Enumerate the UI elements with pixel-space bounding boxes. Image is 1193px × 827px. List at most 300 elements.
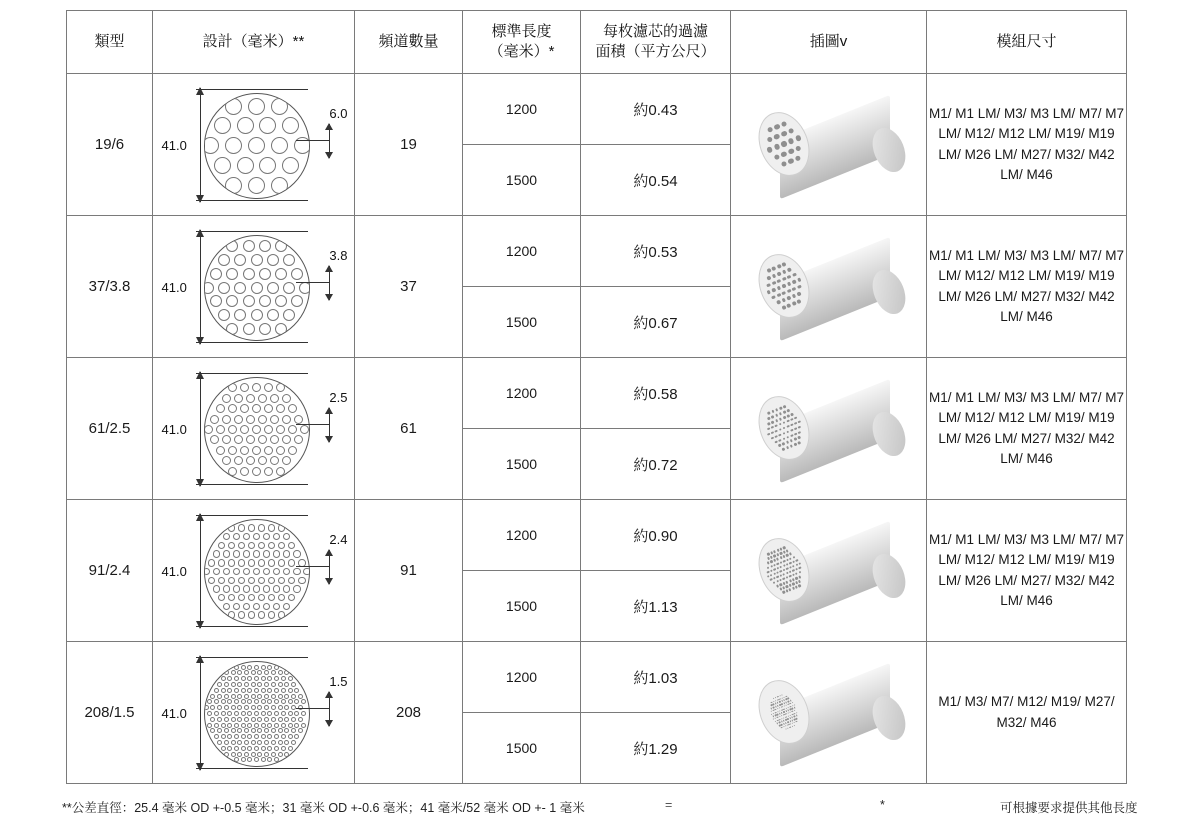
- channel-hole-small: [766, 561, 769, 564]
- channel-hole: [234, 394, 243, 403]
- dimension-top-line: [196, 657, 308, 658]
- cell-area: 約0.54: [581, 145, 731, 216]
- channel-hole: [274, 723, 279, 728]
- cell-length: 1200: [463, 216, 581, 287]
- channel-hole-small: [778, 697, 780, 699]
- channel-hole-small: [772, 572, 775, 575]
- channel-hole: [214, 157, 231, 174]
- channel-hole: [224, 717, 229, 722]
- channel-hole-small: [787, 697, 789, 699]
- diameter-arrow: [200, 88, 201, 202]
- channel-hole-small: [786, 302, 791, 307]
- channel-hole: [298, 717, 303, 722]
- channel-hole-small: [785, 589, 788, 592]
- channel-hole: [291, 268, 303, 280]
- channel-hole: [264, 425, 273, 434]
- channel-hole: [271, 98, 288, 115]
- channel-hole: [268, 542, 276, 550]
- channel-hole-small: [766, 275, 771, 280]
- channel-hole: [248, 577, 256, 585]
- channel-hole: [227, 699, 232, 704]
- channel-hole-small: [780, 726, 782, 728]
- channel-hole-small: [789, 423, 793, 427]
- channel-hole-small: [779, 569, 782, 572]
- channel-hole-small: [793, 432, 797, 436]
- channel-hole-small: [781, 297, 786, 302]
- channel-hole-small: [789, 412, 793, 416]
- channel-hole-small: [776, 562, 779, 565]
- channel-hole-small: [778, 438, 782, 442]
- channel-hole: [252, 404, 261, 413]
- channel-hole: [224, 740, 229, 745]
- channel-hole-small: [786, 408, 790, 412]
- channel-hole-small: [774, 407, 778, 411]
- cell-area: 約1.03: [581, 642, 731, 713]
- channel-hole: [291, 740, 296, 745]
- channel-hole: [294, 699, 299, 704]
- channel-hole: [241, 723, 246, 728]
- channel-hole: [207, 699, 212, 704]
- channel-hole: [257, 670, 262, 675]
- cell-module-size: M1/ M3/ M7/ M12/ M19/ M27/ M32/ M46: [927, 642, 1127, 784]
- channel-hole: [274, 688, 279, 693]
- channel-hole: [234, 688, 239, 693]
- channel-hole: [278, 670, 283, 675]
- channel-hole: [214, 723, 219, 728]
- channel-hole: [271, 670, 276, 675]
- channel-hole: [261, 688, 266, 693]
- channel-hole-small: [774, 413, 778, 417]
- channel-hole-small: [774, 434, 778, 438]
- channel-hole: [278, 682, 283, 687]
- channel-hole: [226, 323, 238, 335]
- channel-hole: [284, 682, 289, 687]
- channel-hole-small: [798, 562, 801, 565]
- channel-hole-small: [772, 706, 774, 708]
- channel-hole-small: [794, 134, 801, 141]
- channel-hole-small: [789, 428, 793, 432]
- channel-hole: [283, 603, 291, 611]
- cell-module-size: M1/ M1 LM/ M3/ M3 LM/ M7/ M7 LM/ M12/ M12 LM/ M19/ M19 LM/ M26 LM/ M27/ M32/ M42 LM/ M46: [927, 358, 1127, 500]
- channel-hole-small: [774, 439, 778, 443]
- channel-hole: [204, 705, 209, 710]
- channel-hole: [222, 456, 231, 465]
- diameter-arrow: [200, 372, 201, 486]
- channel-hole: [258, 611, 266, 619]
- cell-length: 1500: [463, 429, 581, 500]
- channel-hole-small: [770, 704, 772, 706]
- channel-hole-small: [780, 150, 787, 157]
- channel-hole: [299, 282, 310, 294]
- channel-hole: [288, 425, 297, 434]
- channel-hole: [264, 404, 273, 413]
- channel-hole-small: [786, 281, 791, 286]
- channel-hole-small: [782, 404, 786, 408]
- channel-hole: [231, 728, 236, 733]
- cross-section-diagram: [156, 512, 352, 630]
- channel-hole-small: [782, 431, 786, 435]
- channel-hole: [228, 559, 236, 567]
- diameter-label: 41.0: [161, 563, 187, 579]
- channel-hole-small: [785, 435, 789, 439]
- channel-hole: [247, 746, 252, 751]
- channel-hole: [284, 717, 289, 722]
- channel-hole: [244, 705, 249, 710]
- channel-hole-small: [766, 570, 769, 573]
- channel-size-label: 1.5: [329, 673, 348, 689]
- cell-module-size: M1/ M1 LM/ M3/ M3 LM/ M7/ M7 LM/ M12/ M12 LM/ M19/ M19 LM/ M26 LM/ M27/ M32/ M42 LM/ M46: [927, 74, 1127, 216]
- channel-hole-small: [766, 565, 769, 568]
- channel-hole: [248, 559, 256, 567]
- channel-hole: [276, 467, 285, 476]
- channel-hole-small: [793, 709, 795, 711]
- channel-hole-small: [798, 575, 801, 578]
- channel-hole: [258, 542, 266, 550]
- channel-hole-small: [788, 574, 791, 577]
- channel-hole: [214, 688, 219, 693]
- channel-hole: [217, 728, 222, 733]
- channel-hole: [274, 734, 279, 739]
- channel-hole-small: [788, 552, 791, 555]
- channel-hole: [252, 383, 261, 392]
- channel-hole: [246, 435, 255, 444]
- channel-hole: [258, 415, 267, 424]
- channel-hole-small: [786, 295, 791, 300]
- channel-hole-small: [788, 565, 791, 568]
- channel-hole-small: [766, 289, 771, 294]
- channel-hole: [241, 757, 246, 762]
- channel-hole-small: [784, 727, 786, 729]
- channel-hole: [284, 752, 289, 757]
- cell-area: 約1.29: [581, 713, 731, 784]
- channel-hole-small: [787, 137, 794, 144]
- channel-hole: [259, 157, 276, 174]
- channel-hole-small: [789, 705, 791, 707]
- channel-hole-small: [797, 430, 801, 434]
- channel-hole-small: [798, 566, 801, 569]
- channel-hole-small: [770, 409, 774, 413]
- channel-hole-small: [776, 271, 781, 276]
- channel-hole-small: [779, 560, 782, 563]
- cell-design-diagram: [153, 74, 355, 216]
- channel-hole: [224, 670, 229, 675]
- channel-hole-small: [796, 277, 801, 282]
- channel-hole-small: [774, 720, 776, 722]
- cell-length: 1500: [463, 287, 581, 358]
- channel-hole: [264, 446, 273, 455]
- channel-hole-small: [785, 716, 787, 718]
- channel-hole: [244, 717, 249, 722]
- channel-hole-small: [781, 262, 786, 267]
- channel-hole-small: [773, 143, 780, 150]
- channel-hole: [261, 665, 266, 670]
- channel-hole: [267, 309, 279, 321]
- channel-hole: [263, 533, 271, 541]
- channel-hole: [251, 670, 256, 675]
- channel-hole: [228, 524, 236, 532]
- channel-hole: [218, 309, 230, 321]
- channel-hole-small: [796, 291, 801, 296]
- cell-design-diagram: [153, 642, 355, 784]
- cell-illustration: [731, 642, 927, 784]
- channel-hole: [294, 723, 299, 728]
- channel-hole: [222, 415, 231, 424]
- channel-hole: [267, 254, 279, 266]
- channel-leader-line: [296, 140, 330, 141]
- cross-section-diagram: [156, 86, 352, 204]
- channel-hole: [278, 705, 283, 710]
- channel-hole-small: [773, 133, 780, 140]
- channel-hole-small: [782, 710, 784, 712]
- filter-specification-table: [66, 10, 1127, 784]
- channel-hole: [228, 594, 236, 602]
- channel-hole: [243, 268, 255, 280]
- channel-hole-small: [775, 584, 778, 587]
- channel-hole: [248, 594, 256, 602]
- channel-hole: [267, 688, 272, 693]
- channel-hole-small: [782, 577, 785, 580]
- channel-hole-small: [778, 443, 782, 447]
- channel-hole-small: [782, 410, 786, 414]
- channel-hole: [271, 705, 276, 710]
- channel-hole: [264, 740, 269, 745]
- channel-hole-small: [787, 721, 789, 723]
- table-row: [67, 358, 1127, 429]
- channel-hole: [300, 425, 309, 434]
- cell-module-size: M1/ M1 LM/ M3/ M3 LM/ M7/ M7 LM/ M12/ M12 LM/ M19/ M19 LM/ M26 LM/ M27/ M32/ M42 LM/ M46: [927, 216, 1127, 358]
- channel-hole-small: [793, 437, 797, 441]
- channel-hole: [243, 603, 251, 611]
- channel-hole-small: [791, 578, 794, 581]
- channel-hole: [225, 137, 242, 154]
- cell-length: 1200: [463, 74, 581, 145]
- channel-hole: [223, 585, 231, 593]
- channel-hole-small: [793, 426, 797, 430]
- channel-hole-small: [770, 710, 772, 712]
- channel-hole: [234, 711, 239, 716]
- channel-hole: [294, 711, 299, 716]
- channel-hole: [273, 603, 281, 611]
- channel-hole: [253, 585, 261, 593]
- channel-hole-small: [791, 293, 796, 298]
- cell-area: 約1.13: [581, 571, 731, 642]
- channel-hole: [252, 467, 261, 476]
- channel-hole: [278, 752, 283, 757]
- channel-hole: [288, 723, 293, 728]
- channel-hole: [210, 268, 222, 280]
- channel-size-label: 2.5: [329, 389, 348, 405]
- channel-hole: [243, 585, 251, 593]
- channel-hole-small: [774, 711, 776, 713]
- channel-hole: [282, 456, 291, 465]
- channel-hole-small: [795, 567, 798, 570]
- channel-hole-small: [776, 299, 781, 304]
- channel-leader-line: [296, 424, 330, 425]
- channel-hole: [278, 728, 283, 733]
- channel-hole: [267, 746, 272, 751]
- channel-size-label: 3.8: [329, 247, 348, 263]
- channel-hole: [291, 694, 296, 699]
- table-row: [67, 642, 1127, 713]
- channel-hole: [293, 585, 301, 593]
- channel-hole: [247, 688, 252, 693]
- cell-type: 61/2.5: [67, 358, 153, 500]
- channel-hole: [247, 699, 252, 704]
- channel-hole: [281, 699, 286, 704]
- channel-hole-small: [782, 568, 785, 571]
- channel-hole-small: [785, 585, 788, 588]
- channel-hole: [294, 688, 299, 693]
- table-row: [67, 500, 1127, 571]
- channel-hole: [263, 550, 271, 558]
- channel-hole: [228, 383, 237, 392]
- channel-hole: [270, 456, 279, 465]
- channel-hole: [217, 717, 222, 722]
- channel-hole-small: [770, 420, 774, 424]
- channel-hole: [237, 717, 242, 722]
- channel-hole-small: [793, 712, 795, 714]
- channel-hole-small: [782, 546, 785, 549]
- cell-illustration: [731, 216, 927, 358]
- channel-hole: [271, 752, 276, 757]
- channel-hole: [234, 456, 243, 465]
- channel-hole: [291, 728, 296, 733]
- channel-hole-small: [798, 570, 801, 573]
- channel-hole: [244, 728, 249, 733]
- channel-hole: [221, 734, 226, 739]
- channel-hole-small: [796, 284, 801, 289]
- channel-hole: [248, 177, 265, 194]
- channel-hole: [237, 740, 242, 745]
- channel-hole: [246, 394, 255, 403]
- channel-hole: [204, 137, 220, 154]
- channel-hole: [278, 717, 283, 722]
- channel-hole: [283, 568, 291, 576]
- channel-hole: [288, 577, 296, 585]
- channel-hole: [224, 705, 229, 710]
- cell-length: 1200: [463, 500, 581, 571]
- channel-hole: [228, 542, 236, 550]
- cell-channel-count: 19: [355, 74, 463, 216]
- cell-type: 208/1.5: [67, 642, 153, 784]
- channel-hole: [284, 670, 289, 675]
- channel-hole: [225, 177, 242, 194]
- channel-hole: [210, 728, 215, 733]
- channel-hole: [281, 734, 286, 739]
- channel-hole: [234, 734, 239, 739]
- channel-hole: [282, 117, 299, 134]
- channel-hole: [247, 757, 252, 762]
- channel-hole: [275, 240, 287, 252]
- channel-hole-small: [789, 723, 791, 725]
- channel-hole-small: [771, 266, 776, 271]
- channel-hole: [231, 694, 236, 699]
- channel-hole-small: [766, 432, 770, 436]
- channel-hole-small: [772, 697, 774, 699]
- channel-hole: [278, 740, 283, 745]
- channel-hole-small: [774, 429, 778, 433]
- channel-hole-small: [788, 588, 791, 591]
- channel-hole: [263, 585, 271, 593]
- channel-hole: [254, 699, 259, 704]
- channel-hole: [274, 676, 279, 681]
- channel-hole: [271, 177, 288, 194]
- channel-hole: [291, 295, 303, 307]
- channel-hole-small: [783, 704, 785, 706]
- channel-hole: [207, 711, 212, 716]
- diameter-label: 41.0: [161, 279, 187, 295]
- channel-hole-small: [779, 547, 782, 550]
- channel-hole-small: [794, 154, 801, 161]
- channel-hole-small: [772, 709, 774, 711]
- channel-hole: [270, 394, 279, 403]
- channel-hole: [261, 757, 266, 762]
- channel-hole: [218, 254, 230, 266]
- channel-hole: [248, 611, 256, 619]
- channel-hole: [234, 435, 243, 444]
- channel-hole: [267, 665, 272, 670]
- channel-hole-small: [770, 425, 774, 429]
- channel-hole-small: [766, 426, 770, 430]
- channel-hole: [241, 699, 246, 704]
- channel-hole-small: [785, 710, 787, 712]
- channel-hole: [231, 717, 236, 722]
- channel-hole-small: [793, 706, 795, 708]
- channel-hole-small: [791, 704, 793, 706]
- channel-hole-small: [789, 433, 793, 437]
- channel-hole: [233, 533, 241, 541]
- channel-hole: [204, 282, 215, 294]
- channel-hole: [210, 705, 215, 710]
- channel-hole: [240, 383, 249, 392]
- filter-disc: [204, 661, 310, 767]
- cell-illustration: [731, 500, 927, 642]
- channel-hole-small: [793, 703, 795, 705]
- channel-hole-small: [778, 422, 782, 426]
- channel-hole-small: [782, 550, 785, 553]
- membrane-cylinder-illustration: [744, 517, 914, 625]
- channel-hole: [248, 542, 256, 550]
- channel-hole-small: [782, 708, 784, 710]
- filter-disc: [204, 93, 310, 199]
- channel-hole: [274, 711, 279, 716]
- channel-hole: [281, 711, 286, 716]
- channel-hole-small: [784, 722, 786, 724]
- diameter-label: 41.0: [161, 137, 187, 153]
- channel-hole: [217, 740, 222, 745]
- channel-hole: [278, 577, 286, 585]
- channel-hole: [247, 665, 252, 670]
- channel-hole-small: [798, 579, 801, 582]
- filter-disc: [204, 519, 310, 625]
- channel-hole-small: [791, 586, 794, 589]
- channel-hole: [294, 734, 299, 739]
- channel-hole: [237, 728, 242, 733]
- channel-hole: [213, 550, 221, 558]
- channel-hole: [213, 585, 221, 593]
- cell-area: 約0.90: [581, 500, 731, 571]
- channel-hole: [288, 699, 293, 704]
- channel-hole: [264, 728, 269, 733]
- header-length: [463, 11, 581, 74]
- channel-hole: [238, 542, 246, 550]
- channel-hole: [248, 98, 265, 115]
- cross-section-diagram: [156, 654, 352, 772]
- dimension-bottom-line: [196, 768, 308, 769]
- channel-hole: [243, 240, 255, 252]
- channel-hole-small: [786, 274, 791, 279]
- channel-hole: [278, 594, 286, 602]
